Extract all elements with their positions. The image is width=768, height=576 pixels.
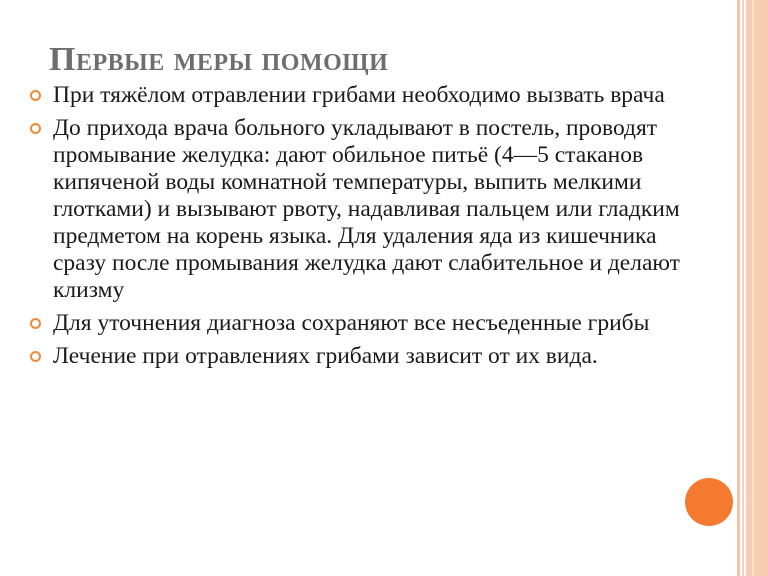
bullet-text: Для уточнения диагноза сохраняют все несъеденные грибы [53,310,650,336]
circle-bullet-icon [30,90,41,101]
decorative-stripe [737,0,740,576]
slide-title: Первые меры помощи [49,41,389,78]
bullet-item [30,343,690,370]
circle-bullet-icon [30,351,41,362]
bullet-item [30,82,690,109]
decorative-circle [685,478,733,526]
circle-bullet-icon [30,318,41,329]
decorative-stripe [752,0,754,576]
bullet-text: При тяжёлом отравлении грибами необходимо вызвать врача [53,82,665,108]
bullet-item [30,115,690,304]
decorative-stripe [746,0,768,576]
bullet-item [30,310,690,337]
circle-bullet-icon [30,123,41,134]
bullet-list [30,82,690,376]
bullet-text: Лечение при отравлениях грибами зависит от их вида. [53,343,598,369]
decorative-stripe [742,0,744,576]
bullet-text: До прихода врача больного укладывают в постель, проводят промывание желудка: дают обильное питьё (4—5 стаканов кипяченой воды комнатной температуры, выпить мелкими глотками) и вызывают рвоту, надавливая пальцем или гладким предметом на корень языка. Для удаления яда из кишечника сразу после промывания желудка дают слабительное и делают клизму [53,115,680,303]
